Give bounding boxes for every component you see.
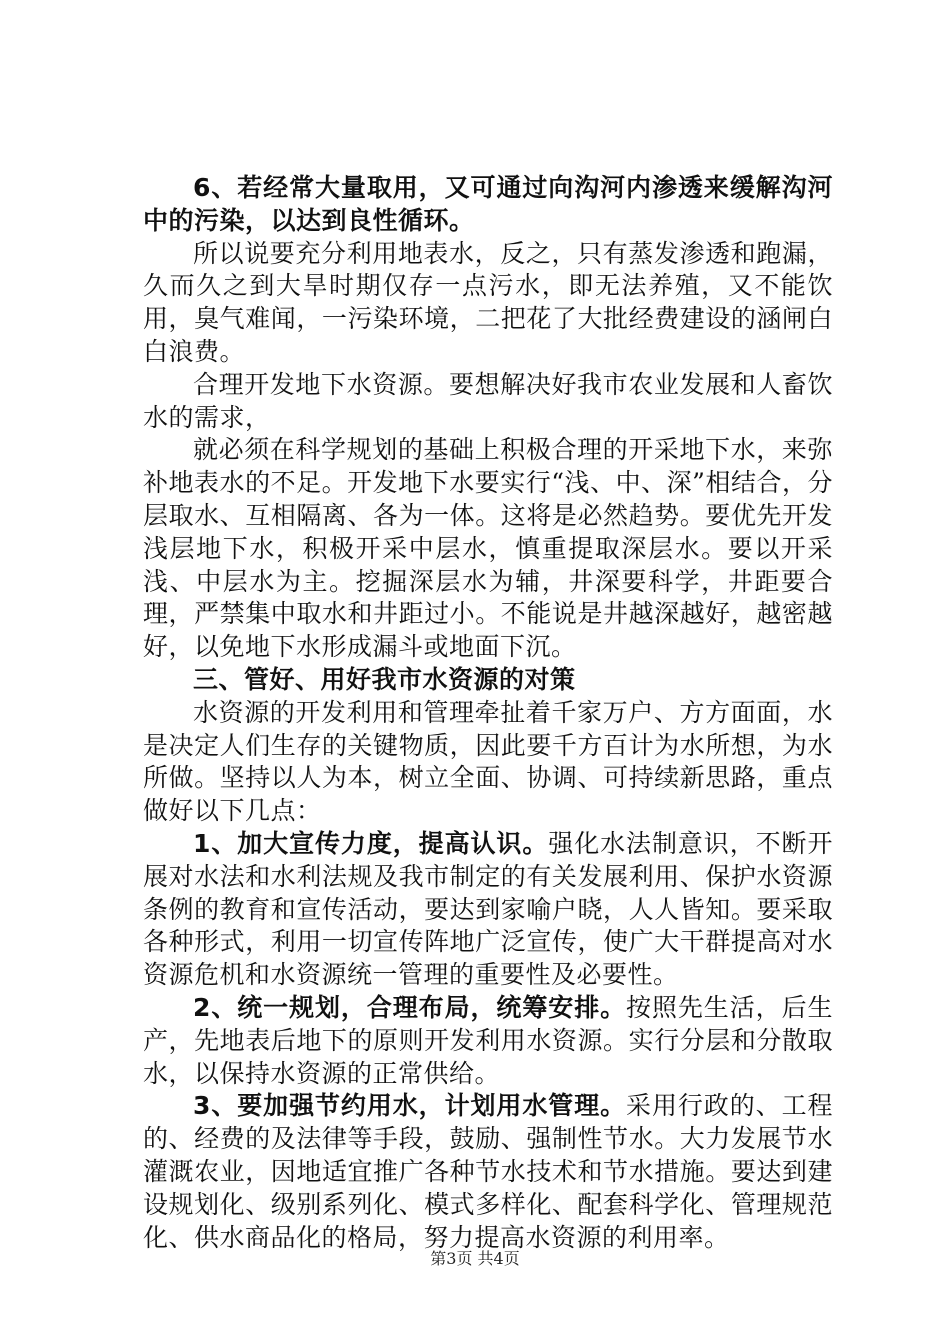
paragraph-2-text: 所以说要充分利用地表水，反之，只有蒸发渗透和跑漏，久而久之到大旱时期仅存一点污水，即无法养殖，又不能饮用，臭气难闻，一污染环境，二把花了大批经费建设的涵闸白白浪费。 bbox=[143, 238, 833, 366]
section-heading bbox=[143, 664, 833, 697]
page-number-footer: 第3页 共4页 bbox=[430, 1249, 520, 1268]
paragraph-5 bbox=[143, 697, 833, 828]
paragraph-8-text: 采用行政的、工程的、经费的及法律等手段，鼓励、强制性节水。大力发展节水灌溉农业，因地适宜推广各种节水技术和节水措施。要达到建设规划化、级别系列化、模式多样化、配套科学化、管理规范化、供水商品化的格局，努力提高水资源的利用率。 bbox=[143, 1091, 833, 1252]
paragraph-8 bbox=[143, 1090, 833, 1254]
paragraph-7-text: 按照先生活，后生产，先地表后地下的原则开发利用水资源。实行分层和分散取水，以保持水资源的正常供给。 bbox=[143, 992, 833, 1088]
paragraph-2 bbox=[143, 238, 833, 369]
paragraph-6 bbox=[143, 828, 833, 992]
paragraph-5-text: 水资源的开发利用和管理牵扯着千家万户、方方面面，水是决定人们生存的关键物质，因此要千方百计为水所想，为水所做。坚持以人为本，树立全面、协调、可持续新思路，重点做好以下几点： bbox=[143, 697, 833, 826]
paragraph-3-text: 合理开发地下水资源。要想解决好我市农业发展和人畜饮水的需求， bbox=[143, 369, 833, 432]
paragraph-3 bbox=[143, 369, 833, 435]
paragraph-4-text: 就必须在科学规划的基础上积极合理的开采地下水，来弥补地表水的不足。开发地下水要实行“浅、中、深”相结合，分层取水、互相隔离、各为一体。这将是必然趋势。要优先开发浅层地下水，积极开采中层水，慎重提取深层水。要以开采浅、中层水为主。挖掘深层水为辅，井深要科学，井距要合理，严禁集中取水和井距过小。不能说是井越深越好，越密越好，以免地下水形成漏斗或地面下沉。 bbox=[143, 435, 833, 662]
paragraph-6-text: 强化水法制意识，不断开展对水法和水利法规及我市制定的有关发展利用、保护水资源条例的教育和宣传活动，要达到家喻户晓，人人皆知。要采取各种形式，利用一切宣传阵地广泛宣传，使广大干群提高对水资源危机和水资源统一管理的重要性及必要性。 bbox=[143, 828, 833, 990]
paragraph-1 bbox=[143, 172, 833, 238]
paragraph-7 bbox=[143, 992, 833, 1090]
paragraph-4 bbox=[143, 434, 833, 664]
paragraph-6-heading: 1、加大宣传力度，提高认识。 bbox=[193, 828, 549, 858]
section-heading-text: 三、管好、用好我市水资源的对策 bbox=[193, 664, 576, 694]
paragraph-1-heading: 6、若经常大量取用，又可通过向沟河内渗透来缓解沟河中的污染，以达到良性循环。 bbox=[143, 173, 833, 235]
paragraph-8-heading: 3、要加强节约用水，计划用水管理。 bbox=[193, 1091, 627, 1121]
document-body bbox=[143, 172, 833, 1254]
paragraph-7-heading: 2、统一规划，合理布局，统筹安排。 bbox=[193, 992, 627, 1022]
